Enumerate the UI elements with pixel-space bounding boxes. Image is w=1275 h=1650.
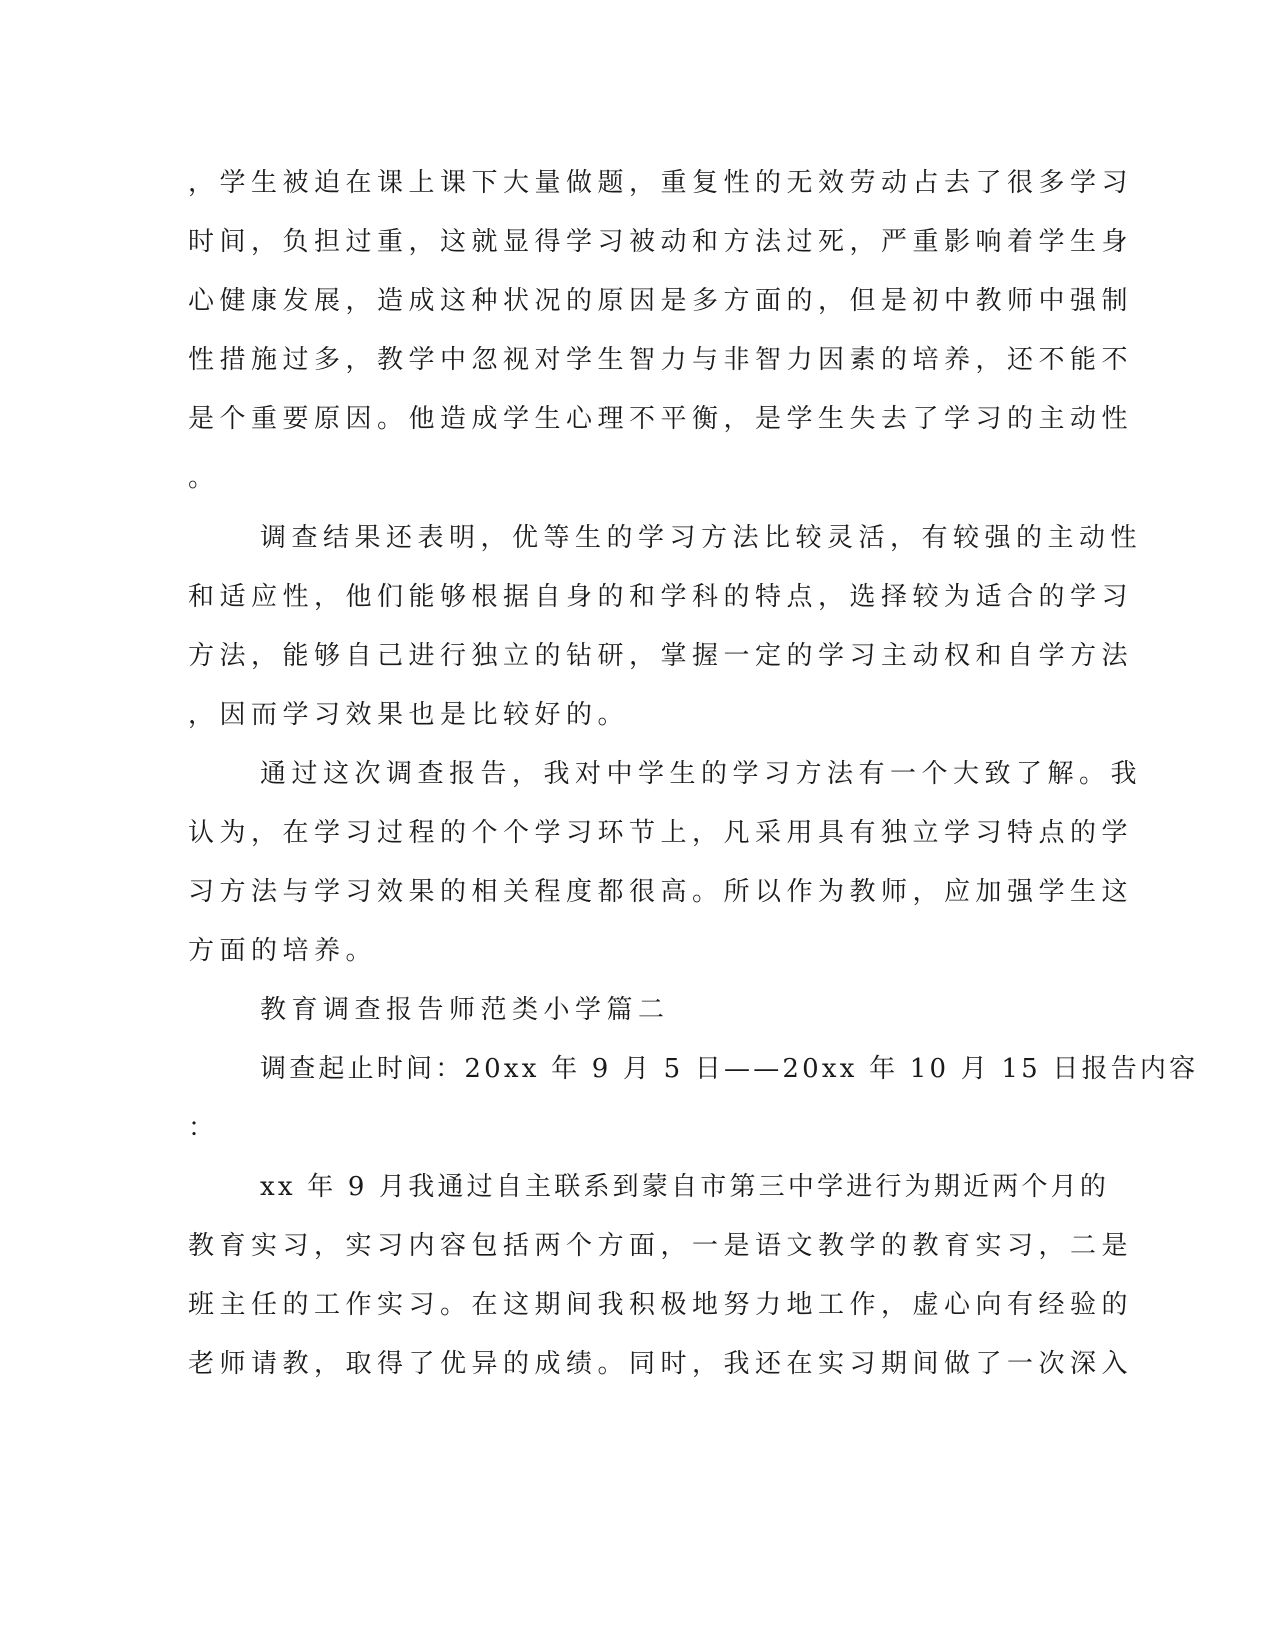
text-line: 教育实习，实习内容包括两个方面，一是语文教学的教育实习，二是 xyxy=(188,1231,1134,1261)
text-line: 老师请教，取得了优异的成绩。同时，我还在实习期间做了一次深入 xyxy=(188,1349,1134,1379)
text-line: ，学生被迫在课上课下大量做题，重复性的无效劳动占去了很多学习 xyxy=(188,168,1134,198)
text-line: 心健康发展，造成这种状况的原因是多方面的，但是初中教师中强制 xyxy=(188,286,1134,316)
text-line: 方法，能够自己进行独立的钻研，掌握一定的学习主动权和自学方法 xyxy=(188,641,1134,671)
text-line: 认为，在学习过程的个个学习环节上，凡采用具有独立学习特点的学 xyxy=(188,818,1134,848)
text-line: 方面的培养。 xyxy=(188,936,378,966)
text-line: 是个重要原因。他造成学生心理不平衡，是学生失去了学习的主动性 xyxy=(188,404,1134,434)
text-line: 。 xyxy=(188,463,220,493)
text-line: 性措施过多，教学中忽视对学生智力与非智力因素的培养，还不能不 xyxy=(188,345,1134,375)
text-line: 时间，负担过重，这就显得学习被动和方法过死，严重影响着学生身 xyxy=(188,227,1134,257)
text-line: 班主任的工作实习。在这期间我积极地努力地工作，虚心向有经验的 xyxy=(188,1290,1134,1320)
survey-period-line: 调查起止时间：20xx 年 9 月 5 日——20xx 年 10 月 15 日报告内容 xyxy=(260,1054,1199,1084)
text-line: ： xyxy=(188,1113,220,1143)
paragraph-first-line: 调查结果还表明，优等生的学习方法比较灵活，有较强的主动性 xyxy=(260,523,1143,553)
text-line: ，因而学习效果也是比较好的。 xyxy=(188,700,630,730)
paragraph-first-line: 通过这次调查报告，我对中学生的学习方法有一个大致了解。我 xyxy=(260,759,1143,789)
text-line: 和适应性，他们能够根据自身的和学科的特点，选择较为适合的学习 xyxy=(188,582,1134,612)
text-line: 习方法与学习效果的相关程度都很高。所以作为教师，应加强学生这 xyxy=(188,877,1134,907)
section-heading: 教育调查报告师范类小学篇二 xyxy=(260,995,670,1025)
paragraph-first-line: xx 年 9 月我通过自主联系到蒙自市第三中学进行为期近两个月的 xyxy=(260,1172,1110,1202)
